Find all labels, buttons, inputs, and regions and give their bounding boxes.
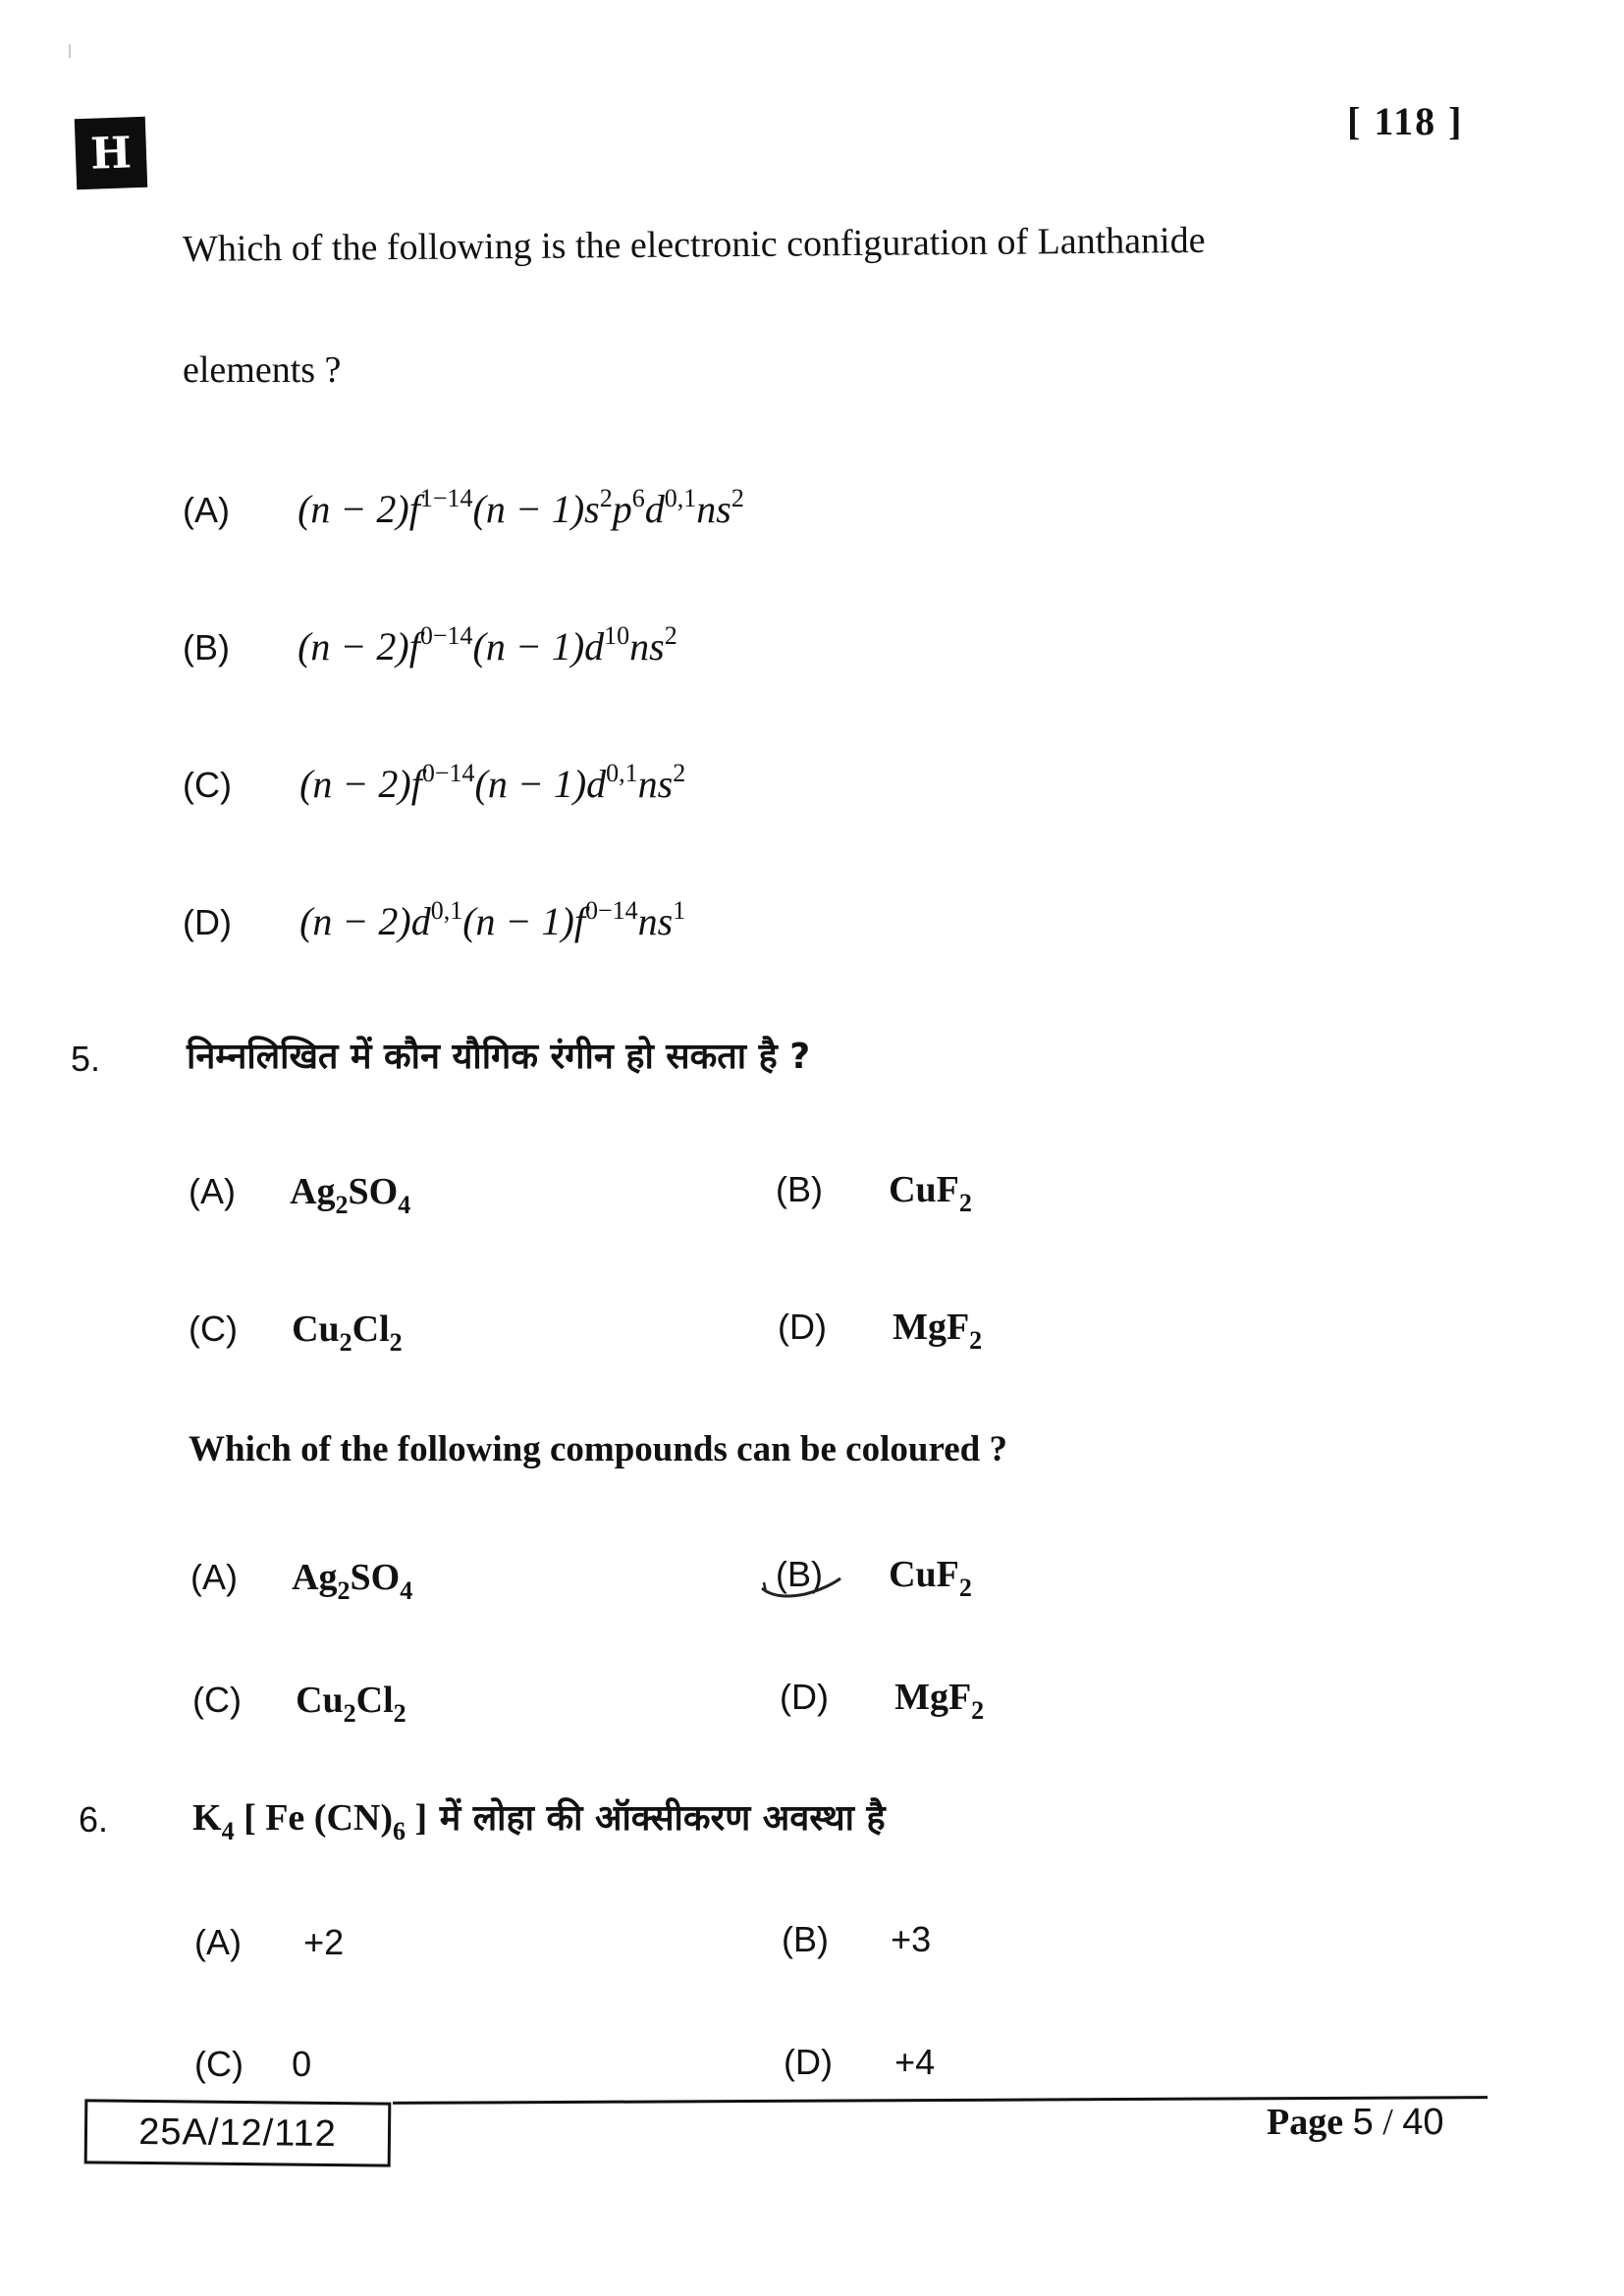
scan-mark — [69, 44, 71, 58]
page-total: 40 — [1402, 2102, 1444, 2143]
option-formula: $(n - 2)f^{1-14}(n - 1)s^2p^6d^{0,1}ns^2$ — [298, 484, 744, 531]
q5-hindi-option-a — [189, 1170, 411, 1219]
q5-english-option-c — [192, 1679, 406, 1728]
option-formula: $Cu_2Cl_2$ — [296, 1680, 406, 1728]
option-label: (D) — [778, 1307, 827, 1347]
option-value: +3 — [891, 1919, 932, 1959]
option-label: (A) — [189, 1171, 236, 1211]
option-formula: $Ag_2SO_4$ — [290, 1171, 411, 1219]
q5-english-option-d — [780, 1676, 985, 1725]
option-formula: CuF$_2$ — [889, 1169, 972, 1217]
option-value: 0 — [292, 2044, 312, 2084]
q5-hindi-option-b — [776, 1168, 972, 1217]
option-label: (A) — [194, 1922, 242, 1962]
option-formula: MgF$_2$ — [893, 1307, 983, 1355]
option-label: (A) — [190, 1557, 238, 1597]
question-5-hindi-text: निम्नलिखित में कौन यौगिक रंगीन हो सकता है ? — [187, 1037, 811, 1077]
option-label: (C) — [192, 1680, 242, 1720]
option-label: (B) — [776, 1169, 823, 1209]
q4-option-b — [183, 623, 677, 669]
option-label: (D) — [183, 902, 232, 942]
page-number — [1267, 2101, 1444, 2144]
option-formula: CuF$_2$ — [889, 1554, 972, 1602]
question-4-text-line1: Which of the following is the electronic configuration of Lanthanide — [182, 219, 1206, 270]
paper-code: 25A/12/112 — [137, 2110, 338, 2155]
q6-option-c — [194, 2044, 311, 2085]
page-current: 5 — [1352, 2102, 1374, 2143]
question-6-number: 6. — [79, 1799, 109, 1840]
q6-option-b — [782, 1919, 931, 1960]
option-label: (A) — [183, 490, 230, 530]
q5-english-option-a — [190, 1556, 413, 1605]
q5-hindi-option-d — [778, 1306, 983, 1355]
option-label: (D) — [784, 2042, 833, 2082]
page-separator: / — [1382, 2102, 1393, 2143]
option-formula: $(n - 2)f^{0-14}(n - 1)d^{10}ns^2$ — [298, 621, 677, 668]
question-5-english-text: Which of the following compounds can be coloured ? — [189, 1429, 1007, 1469]
question-5-number: 5. — [71, 1039, 101, 1079]
option-formula: $(n - 2)d^{0,1}(n - 1)f^{0-14}ns^1$ — [299, 896, 686, 943]
option-label: (B) — [776, 1554, 823, 1594]
option-formula: $Cu_2Cl_2$ — [292, 1308, 403, 1357]
q4-option-c — [183, 761, 685, 807]
option-value: +4 — [894, 2042, 936, 2082]
option-value: +2 — [303, 1922, 345, 1962]
option-formula: $Ag_2SO_4$ — [292, 1557, 413, 1605]
q4-option-d — [183, 898, 685, 944]
q6-option-d — [784, 2042, 935, 2083]
option-formula: MgF$_2$ — [894, 1677, 985, 1725]
handwritten-tick-icon — [756, 1561, 864, 1600]
set-code: H — [89, 127, 133, 180]
page-code: [ 118 ] — [1347, 99, 1464, 143]
option-label: (B) — [183, 627, 230, 667]
q4-option-a — [183, 486, 744, 532]
option-label: (B) — [782, 1919, 829, 1959]
question-4-text-line2: elements ? — [183, 349, 342, 391]
option-label: (C) — [189, 1308, 238, 1349]
q5-hindi-option-c — [189, 1308, 403, 1357]
paper-code-box — [84, 2099, 392, 2166]
q6-option-a — [194, 1922, 344, 1963]
question-6-hindi-text: में लोहा की ऑक्सीकरण अवस्था है — [427, 1798, 886, 1839]
question-6-formula: $K_4$ [ Fe $(CN)_6$ ] — [192, 1797, 428, 1845]
option-label: (D) — [780, 1677, 829, 1717]
set-badge — [75, 117, 147, 189]
option-label: (C) — [183, 765, 232, 805]
page-word: Page — [1267, 2102, 1344, 2143]
option-label: (C) — [194, 2044, 244, 2084]
question-6-text — [192, 1792, 886, 1845]
option-formula: $(n - 2)f^{0-14}(n - 1)d^{0,1}ns^2$ — [299, 759, 686, 806]
